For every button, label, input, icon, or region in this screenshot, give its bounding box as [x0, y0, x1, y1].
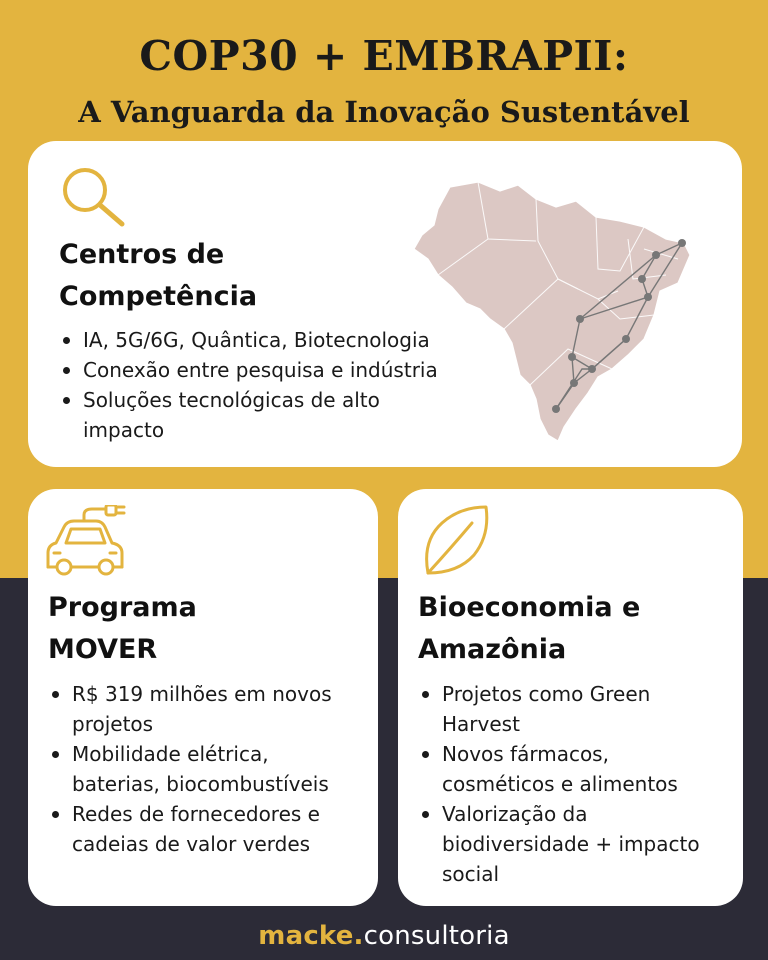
list-item: Soluções tecnológicas de alto impacto [59, 385, 423, 445]
card-title-line1: Programa [48, 592, 197, 623]
list-item: Conexão entre pesquisa e indústria [59, 355, 489, 385]
list-item: Novos fármacos, cosméticos e alimentos [418, 739, 718, 799]
card-title-line2: Competência [59, 281, 258, 312]
list-item: Valorização da biodiversidade + impacto social [418, 799, 718, 889]
leaf-icon [420, 501, 492, 581]
magnifier-icon [58, 166, 130, 230]
bullet-list [48, 679, 360, 859]
list-item: Mobilidade elétrica, baterias, biocombustíveis [48, 739, 360, 799]
card-bioeconomia-amazonia [398, 489, 743, 906]
page-title: COP30 + EMBRAPII: [139, 32, 629, 80]
brazil-map-network-illustration [408, 179, 708, 459]
page-subtitle: A Vanguarda da Inovação Sustentável [78, 95, 690, 129]
card-title-line1: Bioeconomia e [418, 592, 641, 623]
brand-name-regular: consultoria [363, 921, 510, 951]
card-title-line2: MOVER [48, 634, 158, 665]
card-programa-mover [28, 489, 378, 906]
card-centros-de-competencia [28, 141, 742, 467]
brand-logo [0, 918, 768, 954]
bullet-list [418, 679, 718, 889]
brand-name-bold: macke. [258, 921, 364, 951]
list-item: IA, 5G/6G, Quântica, Biotecnologia [59, 325, 489, 355]
list-item: Redes de fornecedores e cadeias de valor verdes [48, 799, 360, 859]
electric-car-icon [44, 505, 130, 577]
brazil-map-shape [414, 182, 690, 441]
card-title-line2: Amazônia [418, 634, 567, 665]
card-title-line1: Centros de [59, 239, 225, 270]
list-item: Projetos como Green Harvest [418, 679, 718, 739]
list-item: R$ 319 milhões em novos projetos [48, 679, 360, 739]
